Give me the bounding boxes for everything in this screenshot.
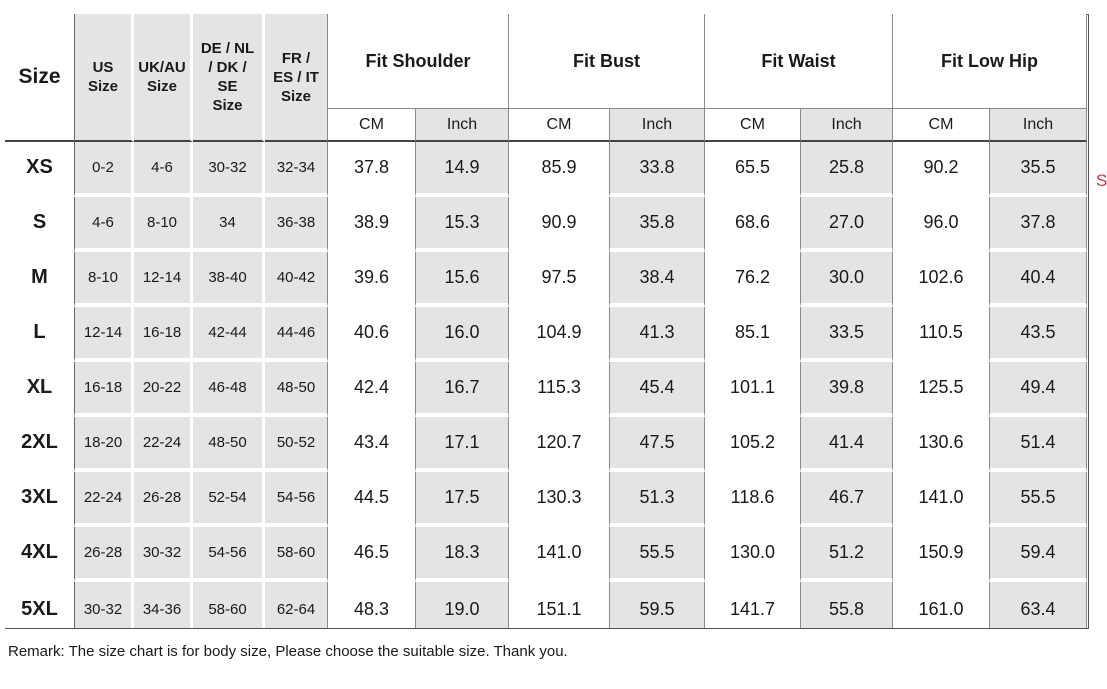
cell-waist-inch: 25.8 — [801, 142, 893, 197]
cell-waist-cm: 68.6 — [705, 197, 801, 252]
cell-waist-inch: 55.8 — [801, 582, 893, 637]
cell-ukau-size: 8-10 — [134, 197, 193, 252]
cell-shoulder-inch: 18.3 — [416, 527, 509, 582]
cell-bust-cm: 130.3 — [509, 472, 610, 527]
cell-de-size: 42-44 — [193, 307, 265, 362]
cell-us-size: 22-24 — [75, 472, 134, 527]
cell-shoulder-cm: 37.8 — [328, 142, 416, 197]
cell-shoulder-cm: 40.6 — [328, 307, 416, 362]
header-de-line: / DK / — [208, 59, 247, 76]
table-row — [5, 527, 1087, 582]
header-ukau-line: UK/AU — [138, 59, 186, 76]
cell-shoulder-cm: 48.3 — [328, 582, 416, 637]
table-row — [5, 142, 1087, 197]
cell-hip-cm: 110.5 — [893, 307, 990, 362]
cell-size-label: M — [5, 252, 75, 307]
cell-shoulder-inch: 16.7 — [416, 362, 509, 417]
header-fr-size — [265, 14, 328, 142]
cell-de-size: 38-40 — [193, 252, 265, 307]
cell-bust-cm: 90.9 — [509, 197, 610, 252]
cell-de-size: 54-56 — [193, 527, 265, 582]
cell-us-size: 26-28 — [75, 527, 134, 582]
cell-shoulder-cm: 42.4 — [328, 362, 416, 417]
cell-ukau-size: 26-28 — [134, 472, 193, 527]
cell-fr-size: 44-46 — [265, 307, 328, 362]
cell-hip-cm: 96.0 — [893, 197, 990, 252]
cell-shoulder-inch: 17.1 — [416, 417, 509, 472]
cell-fr-size: 50-52 — [265, 417, 328, 472]
cell-waist-inch: 39.8 — [801, 362, 893, 417]
cell-waist-cm: 105.2 — [705, 417, 801, 472]
cell-hip-cm: 130.6 — [893, 417, 990, 472]
cell-ukau-size: 20-22 — [134, 362, 193, 417]
cell-size-label: XS — [5, 142, 75, 197]
cell-fr-size: 36-38 — [265, 197, 328, 252]
cell-waist-inch: 30.0 — [801, 252, 893, 307]
cell-bust-cm: 120.7 — [509, 417, 610, 472]
header-fit-shoulder: Fit Shoulder — [328, 14, 509, 109]
cell-bust-inch: 51.3 — [610, 472, 705, 527]
header-de-size — [193, 14, 265, 142]
cell-size-label: S — [5, 197, 75, 252]
header-waist-cm: CM — [705, 109, 801, 142]
table-row — [5, 197, 1087, 252]
cell-hip-cm: 161.0 — [893, 582, 990, 637]
cell-shoulder-cm: 44.5 — [328, 472, 416, 527]
cell-shoulder-inch: 15.6 — [416, 252, 509, 307]
header-fr-line: FR / — [281, 49, 311, 67]
header-fit-low-hip: Fit Low Hip — [893, 14, 1087, 109]
cell-us-size: 12-14 — [75, 307, 134, 362]
cell-shoulder-inch: 14.9 — [416, 142, 509, 197]
header-hip-cm: CM — [893, 109, 990, 142]
size-chart-table — [5, 14, 1087, 637]
cell-waist-inch: 46.7 — [801, 472, 893, 527]
cell-bust-inch: 59.5 — [610, 582, 705, 637]
table-row — [5, 362, 1087, 417]
cell-ukau-size: 22-24 — [134, 417, 193, 472]
cell-waist-cm: 118.6 — [705, 472, 801, 527]
cell-waist-cm: 65.5 — [705, 142, 801, 197]
header-waist-inch: Inch — [801, 109, 893, 142]
header-de-line: DE / NL — [200, 40, 255, 57]
cell-bust-cm: 141.0 — [509, 527, 610, 582]
cell-ukau-size: 4-6 — [134, 142, 193, 197]
cell-us-size: 30-32 — [75, 582, 134, 637]
cell-fr-size: 62-64 — [265, 582, 328, 637]
cell-shoulder-cm: 39.6 — [328, 252, 416, 307]
edge-mark-text: S — [1096, 171, 1107, 190]
cell-waist-cm: 130.0 — [705, 527, 801, 582]
cell-size-label: 5XL — [5, 582, 75, 637]
cell-de-size: 48-50 — [193, 417, 265, 472]
header-ukau-line: Size — [146, 78, 177, 95]
cell-hip-inch: 59.4 — [990, 527, 1087, 582]
cell-hip-inch: 51.4 — [990, 417, 1087, 472]
cell-de-size: 46-48 — [193, 362, 265, 417]
cell-bust-inch: 55.5 — [610, 527, 705, 582]
cell-hip-inch: 43.5 — [990, 307, 1087, 362]
cell-shoulder-inch: 16.0 — [416, 307, 509, 362]
cell-waist-inch: 51.2 — [801, 527, 893, 582]
cell-bust-cm: 85.9 — [509, 142, 610, 197]
header-us-line: US — [92, 59, 114, 76]
cell-hip-cm: 125.5 — [893, 362, 990, 417]
cell-size-label: L — [5, 307, 75, 362]
cell-hip-cm: 102.6 — [893, 252, 990, 307]
cell-hip-inch: 35.5 — [990, 142, 1087, 197]
cell-us-size: 16-18 — [75, 362, 134, 417]
cell-us-size: 4-6 — [75, 197, 134, 252]
size-chart-body — [5, 142, 1087, 637]
cell-hip-inch: 37.8 — [990, 197, 1087, 252]
cell-ukau-size: 12-14 — [134, 252, 193, 307]
cell-size-label: 2XL — [5, 417, 75, 472]
header-shoulder-cm: CM — [328, 109, 416, 142]
cell-waist-inch: 41.4 — [801, 417, 893, 472]
cell-us-size: 0-2 — [75, 142, 134, 197]
cell-waist-inch: 27.0 — [801, 197, 893, 252]
cell-fr-size: 32-34 — [265, 142, 328, 197]
cell-bust-cm: 104.9 — [509, 307, 610, 362]
cell-hip-inch: 40.4 — [990, 252, 1087, 307]
cell-bust-inch: 41.3 — [610, 307, 705, 362]
header-fit-bust: Fit Bust — [509, 14, 705, 109]
cell-bust-cm: 115.3 — [509, 362, 610, 417]
cell-waist-cm: 101.1 — [705, 362, 801, 417]
cell-shoulder-cm: 46.5 — [328, 527, 416, 582]
table-row — [5, 307, 1087, 362]
cell-ukau-size: 34-36 — [134, 582, 193, 637]
cell-fr-size: 58-60 — [265, 527, 328, 582]
cell-bust-cm: 151.1 — [509, 582, 610, 637]
cell-hip-cm: 150.9 — [893, 527, 990, 582]
header-hip-inch: Inch — [990, 109, 1087, 142]
cell-waist-inch: 33.5 — [801, 307, 893, 362]
cell-bust-inch: 47.5 — [610, 417, 705, 472]
header-bust-inch: Inch — [610, 109, 705, 142]
header-us-line: Size — [87, 78, 118, 95]
cell-size-label: 4XL — [5, 527, 75, 582]
header-fit-waist: Fit Waist — [705, 14, 893, 109]
cell-de-size: 58-60 — [193, 582, 265, 637]
cell-us-size: 8-10 — [75, 252, 134, 307]
cell-fr-size: 48-50 — [265, 362, 328, 417]
cell-fr-size: 54-56 — [265, 472, 328, 527]
header-shoulder-inch: Inch — [416, 109, 509, 142]
table-row — [5, 472, 1087, 527]
cell-waist-cm: 85.1 — [705, 307, 801, 362]
header-de-line: SE — [217, 78, 238, 95]
cell-shoulder-cm: 43.4 — [328, 417, 416, 472]
header-bust-cm: CM — [509, 109, 610, 142]
cell-de-size: 34 — [193, 197, 265, 252]
header-us-size — [75, 14, 134, 142]
cell-waist-cm: 141.7 — [705, 582, 801, 637]
cell-hip-cm: 141.0 — [893, 472, 990, 527]
cell-shoulder-inch: 15.3 — [416, 197, 509, 252]
cell-ukau-size: 16-18 — [134, 307, 193, 362]
cell-hip-inch: 55.5 — [990, 472, 1087, 527]
header-ukau-size — [134, 14, 193, 142]
cell-size-label: 3XL — [5, 472, 75, 527]
header-fr-line: ES / IT — [273, 68, 319, 86]
table-row — [5, 252, 1087, 307]
cell-bust-inch: 33.8 — [610, 142, 705, 197]
cell-shoulder-cm: 38.9 — [328, 197, 416, 252]
cell-bust-inch: 45.4 — [610, 362, 705, 417]
cell-bust-cm: 97.5 — [509, 252, 610, 307]
cell-hip-cm: 90.2 — [893, 142, 990, 197]
cell-hip-inch: 49.4 — [990, 362, 1087, 417]
header-fr-line: Size — [280, 87, 311, 105]
cell-bust-inch: 38.4 — [610, 252, 705, 307]
cell-hip-inch: 63.4 — [990, 582, 1087, 637]
remark-note: Remark: The size chart is for body size, Please choose the suitable size. Thank you. — [5, 628, 1089, 674]
cell-de-size: 52-54 — [193, 472, 265, 527]
cell-shoulder-inch: 19.0 — [416, 582, 509, 637]
cell-size-label: XL — [5, 362, 75, 417]
header-de-line: Size — [212, 97, 243, 114]
cell-waist-cm: 76.2 — [705, 252, 801, 307]
cell-ukau-size: 30-32 — [134, 527, 193, 582]
header-size: Size — [5, 14, 75, 142]
cell-shoulder-inch: 17.5 — [416, 472, 509, 527]
cell-de-size: 30-32 — [193, 142, 265, 197]
table-row — [5, 417, 1087, 472]
cell-fr-size: 40-42 — [265, 252, 328, 307]
cell-bust-inch: 35.8 — [610, 197, 705, 252]
cell-us-size: 18-20 — [75, 417, 134, 472]
